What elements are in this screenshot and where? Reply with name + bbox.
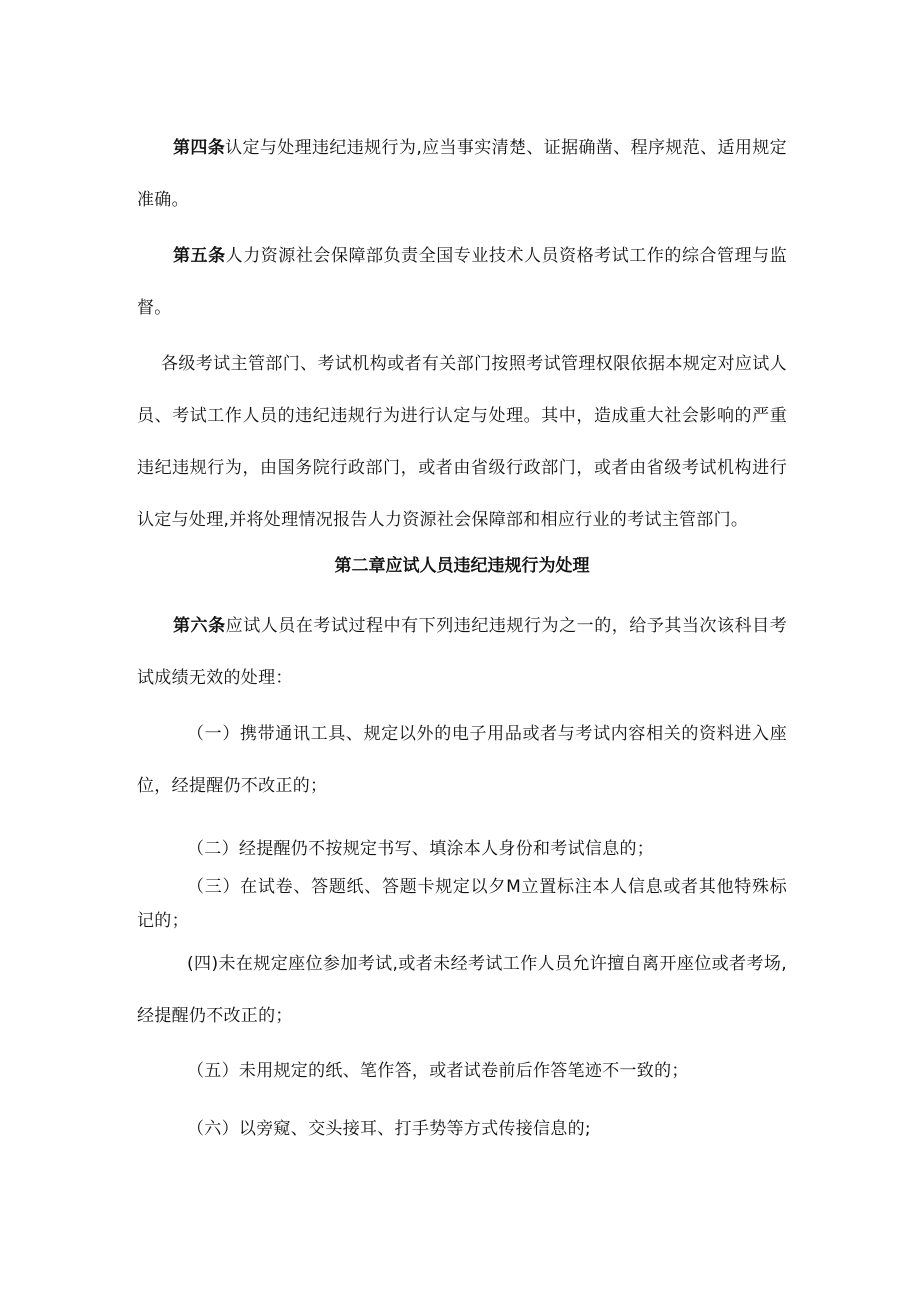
article-4-label: 第四条 <box>173 138 226 158</box>
list-item-4: (四)未在规定座位参加考试,或者未经考试工作人员允许擅自离开座位或者考场,经提醒仍不改正的； <box>137 954 787 1026</box>
list-item-3: （三）在试卷、答题纸、答题卡规定以夕M立置标注本人信息或者其他特殊标记的； <box>137 877 787 931</box>
article-6-text: 应试人员在考试过程中有下列违纪违规行为之一的，给予其当次该科目考试成绩无效的处理： <box>137 616 787 688</box>
list-item-2: （二）经提醒仍不按规定书写、填涂本人身份和考试信息的； <box>187 839 655 859</box>
chapter-2-title: 第二章应试人员违纪违规行为处理 <box>334 556 590 576</box>
article-5-paragraph-2: 各级考试主管部门、考试机构或者有关部门按照考试管理权限依据本规定对应试人员、考试工作人员的违纪违规行为进行认定与处理。其中，造成重大社会影响的严重违纪违规行为，由国务院行政部门，或者由省级行政部门，或者由省级考试机构进行认定与处理,并将处理情况报告人力资源社会保障部和相应行业的考试主管部门。 <box>137 354 787 530</box>
article-4-paragraph <box>137 122 787 226</box>
list-item-5: （五）未用规定的纸、笔作答，或者试卷前后作答笔迹不一致的； <box>187 1061 689 1081</box>
list-item-6: （六）以旁窥、交头接耳、打手势等方式传接信息的; <box>187 1119 591 1139</box>
article-6-label: 第六条 <box>173 616 226 636</box>
article-5-label: 第五条 <box>173 246 226 266</box>
article-4-text: 认定与处理违纪违规行为,应当事实清楚、证据确凿、程序规范、适用规定准确。 <box>137 138 787 210</box>
article-5-paragraph <box>137 230 787 334</box>
list-item-1: （一）携带通讯工具、规定以外的电子用品或者与考试内容相关的资料进入座位，经提醒仍不改正的； <box>137 724 787 796</box>
article-5-text: 人力资源社会保障部负责全国专业技术人员资格考试工作的综合管理与监督。 <box>137 246 787 318</box>
article-6-paragraph <box>137 600 787 704</box>
